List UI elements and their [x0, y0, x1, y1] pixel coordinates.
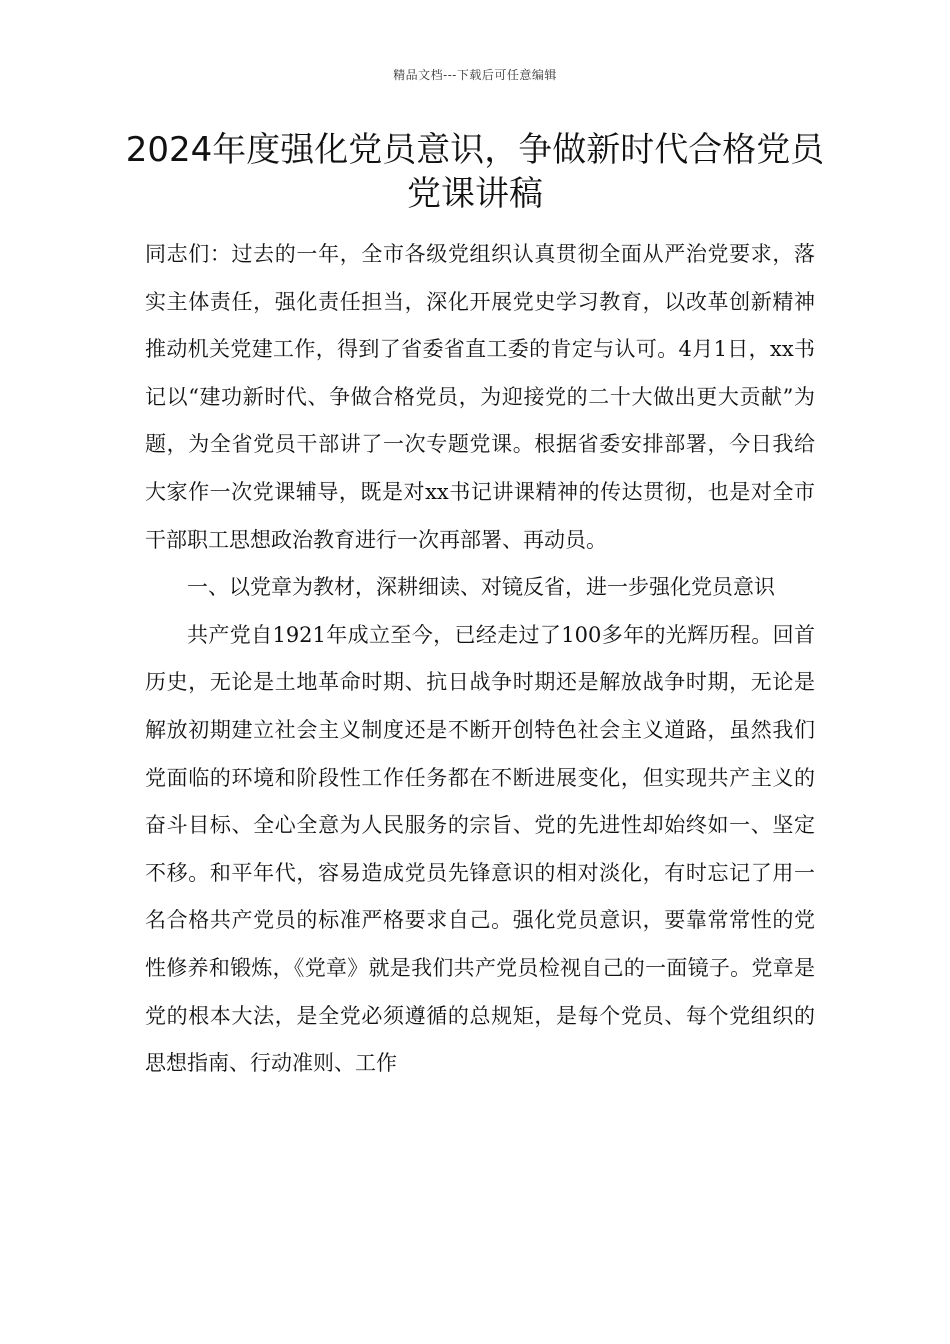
section-heading-1: 一、以党章为教材，深耕细读、对镜反省，进一步强化党员意识 [187, 575, 775, 600]
paragraph-opening: 同志们：过去的一年，全市各级党组织认真贯彻全面从严治党要求，落实主体责任，强化责任担当，深化开展党史学习教育，以改革创新精神推动机关党建工作，得到了省委省直工委的肯定与认可。4月1日，xx书记以“建功新时代、争做合格党员，为迎接党的二十大做出更大贡献”为题，为全省党员干部讲了一次专题党课。根据省委安排部署，今日我给大家作一次党课辅导，既是对xx书记讲课精神的传达贯彻，也是对全市干部职工思想政治教育进行一次再部署、再动员。 [145, 242, 815, 552]
document-body [145, 231, 815, 1088]
document-title: 2024年度强化党员意识，争做新时代合格党员党课讲稿 [125, 130, 825, 214]
header-note: 精品文档---下载后可任意编辑 [393, 68, 557, 82]
paragraph-section-1: 共产党自1921年成立至今，已经走过了100多年的光辉历程。回首历史，无论是土地革命时期、抗日战争时期还是解放战争时期，无论是解放初期建立社会主义制度还是不断开创特色社会主义道路，虽然我们党面临的环境和阶段性工作任务都在不断进展变化，但实现共产主义的奋斗目标、全心全意为人民服务的宗旨、党的先进性却始终如一、坚定不移。和平年代，容易造成党员先锋意识的相对淡化，有时忘记了用一名合格共产党员的标准严格要求自己。强化党员意识，要靠常常性的党性修养和锻炼，《党章》就是我们共产党员检视自己的一面镜子。党章是党的根本大法，是全党必须遵循的总规矩，是每个党员、每个党组织的思想指南、行动准则、工作 [145, 622, 815, 1076]
